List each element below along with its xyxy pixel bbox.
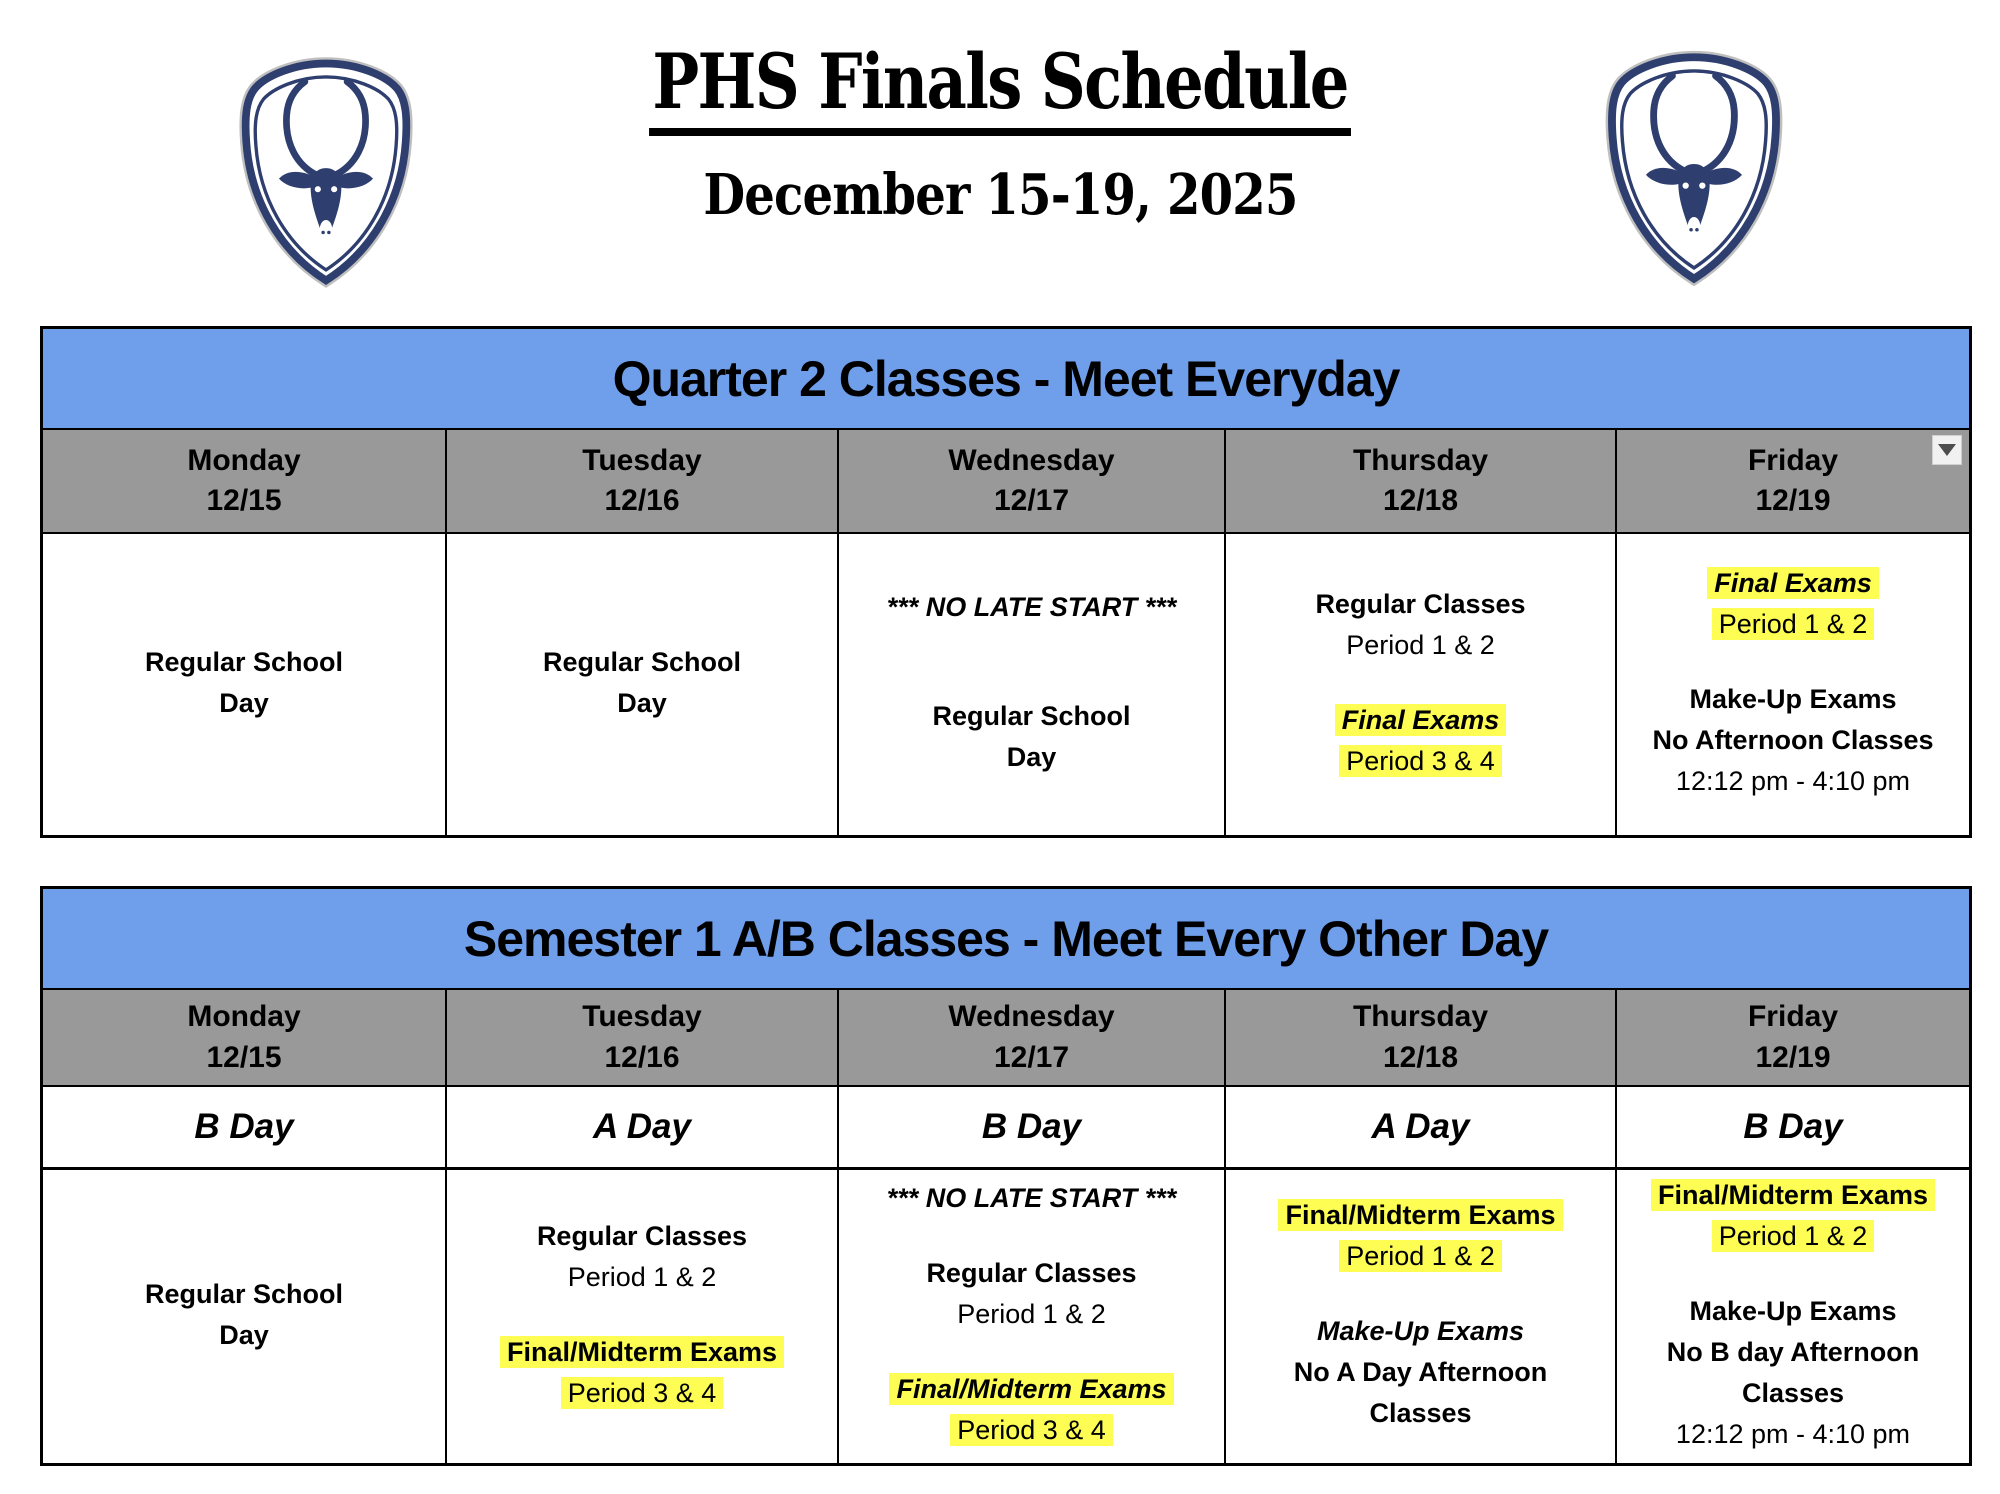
cell-line xyxy=(926,1255,1136,1296)
dropdown-button[interactable] xyxy=(1932,435,1962,465)
cell-line-text: Period 1 & 2 xyxy=(1339,1240,1502,1272)
cell-line-text: Classes xyxy=(1369,1398,1472,1428)
day-header-monday xyxy=(43,990,447,1087)
day-header-friday xyxy=(1617,430,1969,534)
cell-line xyxy=(537,1218,747,1259)
cell-line xyxy=(887,1180,1177,1221)
cell-line-text: *** NO LATE START *** xyxy=(886,1183,1177,1213)
day-header-friday xyxy=(1617,990,1969,1087)
ab-day-cell-monday: B Day xyxy=(43,1087,447,1170)
cell-line-text: Day xyxy=(219,1319,269,1350)
day-name: Wednesday xyxy=(948,443,1115,477)
cell-line xyxy=(219,1317,269,1358)
cell-line-text: Period 1 & 2 xyxy=(1712,608,1875,640)
day-header-tuesday xyxy=(447,990,839,1087)
day-date: 12/16 xyxy=(604,484,680,517)
cell-line xyxy=(561,1375,724,1416)
cell-line xyxy=(1346,627,1495,668)
day-name: Thursday xyxy=(1352,1000,1489,1033)
day-header-tuesday xyxy=(447,430,839,534)
cell-line-text: Final/Midterm Exams xyxy=(1278,1199,1562,1231)
schedule-cell-s1-thursday xyxy=(1226,1170,1617,1463)
day-name: Monday xyxy=(187,1000,301,1033)
schedule-cell-s1-wednesday xyxy=(839,1170,1226,1463)
ab-day-cell-thursday: A Day xyxy=(1226,1087,1617,1170)
cell-line-text: No Afternoon Classes xyxy=(1652,725,1934,755)
cell-line-text: Regular Classes xyxy=(926,1258,1137,1288)
cell-line-text: Period 3 & 4 xyxy=(561,1377,724,1409)
cell-line xyxy=(543,644,741,685)
cell-line-text: Final Exams xyxy=(1707,567,1879,599)
cell-line xyxy=(1315,586,1525,627)
cell-line xyxy=(1339,743,1502,784)
cell-line-text: Make-Up Exams xyxy=(1689,1295,1897,1326)
cell-line-text: Final Exams xyxy=(1335,704,1507,736)
cell-line-text: *** NO LATE START *** xyxy=(886,592,1177,622)
day-name: Friday xyxy=(1747,443,1839,477)
day-header-monday xyxy=(43,430,447,534)
cell-line xyxy=(145,644,343,685)
cell-line xyxy=(1294,1354,1548,1395)
cell-line xyxy=(1651,1177,1935,1218)
cell-line-text: Regular Classes xyxy=(1315,588,1526,619)
day-header-thursday xyxy=(1226,430,1617,534)
cell-line xyxy=(568,1259,717,1300)
cell-line xyxy=(1742,1375,1844,1416)
day-name: Wednesday xyxy=(948,1000,1115,1033)
schedule-cell-q2-tuesday xyxy=(447,534,839,835)
cell-line-text: No A Day Afternoon xyxy=(1293,1357,1548,1387)
cell-line xyxy=(1339,1238,1502,1279)
cell-line-text: 12:12 pm - 4:10 pm xyxy=(1675,1418,1911,1449)
day-date: 12/16 xyxy=(604,1040,680,1074)
cell-line xyxy=(1667,1334,1920,1375)
cell-line-text: Final/Midterm Exams xyxy=(889,1373,1173,1405)
schedule-cell-s1-friday xyxy=(1617,1170,1969,1463)
ab-day-cell-tuesday: A Day xyxy=(447,1087,839,1170)
cell-line-text: Period 1 & 2 xyxy=(1712,1220,1875,1252)
cell-line xyxy=(145,1276,343,1317)
dropdown-arrow-icon xyxy=(1938,444,1956,456)
cell-line xyxy=(1335,702,1507,743)
cell-line xyxy=(889,1371,1173,1412)
cell-line-text: Regular School xyxy=(932,701,1131,731)
cell-line xyxy=(1317,1313,1524,1354)
cell-line xyxy=(1676,763,1910,804)
schedule-cell-q2-wednesday xyxy=(839,534,1226,835)
quarter2-table-title: Quarter 2 Classes - Meet Everyday xyxy=(43,329,1969,430)
ab-day-cell-wednesday: B Day xyxy=(839,1087,1226,1170)
day-header-thursday xyxy=(1226,990,1617,1087)
cell-line-text: Day xyxy=(219,687,269,718)
schedule-cell-q2-thursday xyxy=(1226,534,1617,835)
cell-line xyxy=(500,1334,784,1375)
quarter2-table xyxy=(40,326,1972,838)
cell-line xyxy=(1712,606,1875,647)
day-date: 12/15 xyxy=(206,1040,282,1074)
cell-line-text: Classes xyxy=(1741,1377,1845,1408)
masthead xyxy=(0,37,2000,228)
day-date: 12/19 xyxy=(1755,1040,1831,1074)
cell-line-text: Day xyxy=(1006,742,1057,772)
cell-line xyxy=(950,1412,1113,1453)
day-name: Friday xyxy=(1747,1000,1839,1033)
day-date: 12/18 xyxy=(1382,1040,1459,1074)
schedule-cell-s1-monday xyxy=(43,1170,447,1463)
cell-line-text: Period 1 & 2 xyxy=(1346,629,1495,660)
day-header-wednesday xyxy=(839,990,1226,1087)
cell-line xyxy=(219,685,269,726)
day-date: 12/19 xyxy=(1755,484,1831,517)
ab-day-cell-friday: B Day xyxy=(1617,1087,1969,1170)
cell-line-text: Final/Midterm Exams xyxy=(1651,1179,1935,1211)
day-name: Thursday xyxy=(1352,443,1489,477)
cell-line xyxy=(1007,739,1057,780)
semester1-table-title: Semester 1 A/B Classes - Meet Every Other Day xyxy=(43,889,1969,990)
cell-line-text: Regular School xyxy=(144,1278,344,1309)
day-date: 12/17 xyxy=(993,1040,1070,1074)
page-title: PHS Finals Schedule xyxy=(649,42,1351,136)
cell-line xyxy=(1689,1293,1896,1334)
cell-line-text: 12:12 pm - 4:10 pm xyxy=(1675,766,1911,796)
day-name: Tuesday xyxy=(582,443,702,477)
day-name: Tuesday xyxy=(582,1000,702,1033)
cell-line-text: No B day Afternoon xyxy=(1666,1336,1920,1367)
schedule-cell-q2-friday xyxy=(1617,534,1969,835)
cell-line-text: Final/Midterm Exams xyxy=(500,1336,784,1368)
day-date: 12/15 xyxy=(206,484,282,517)
day-date: 12/18 xyxy=(1382,484,1459,517)
cell-line-text: Period 1 & 2 xyxy=(957,1299,1106,1329)
cell-line xyxy=(887,589,1177,630)
cell-line xyxy=(617,685,667,726)
cell-line xyxy=(1369,1395,1471,1436)
cell-line xyxy=(1707,565,1879,606)
cell-line-text: Period 3 & 4 xyxy=(950,1414,1113,1446)
schedule-cell-s1-tuesday xyxy=(447,1170,839,1463)
day-header-wednesday xyxy=(839,430,1226,534)
cell-line-text: Make-Up Exams xyxy=(1689,684,1897,714)
cell-line-text: Regular School xyxy=(542,646,742,677)
cell-line xyxy=(1712,1218,1875,1259)
cell-line-text: Regular Classes xyxy=(536,1220,748,1251)
cell-line xyxy=(1689,681,1896,722)
cell-line xyxy=(1278,1197,1562,1238)
cell-line xyxy=(1676,1416,1910,1457)
schedule-cell-q2-monday xyxy=(43,534,447,835)
cell-line xyxy=(932,698,1130,739)
day-date: 12/17 xyxy=(993,484,1070,517)
cell-line-text: Period 3 & 4 xyxy=(1339,745,1502,777)
cell-line-text: Period 1 & 2 xyxy=(567,1261,717,1292)
cell-line xyxy=(957,1296,1106,1337)
day-name: Monday xyxy=(187,443,301,477)
cell-line-text: Regular School xyxy=(144,646,344,677)
cell-line-text: Make-Up Exams xyxy=(1316,1316,1525,1346)
cell-line xyxy=(1652,722,1933,763)
cell-line-text: Day xyxy=(617,687,667,718)
page-subtitle: December 15-19, 2025 xyxy=(702,161,1298,228)
semester1-table xyxy=(40,886,1972,1466)
